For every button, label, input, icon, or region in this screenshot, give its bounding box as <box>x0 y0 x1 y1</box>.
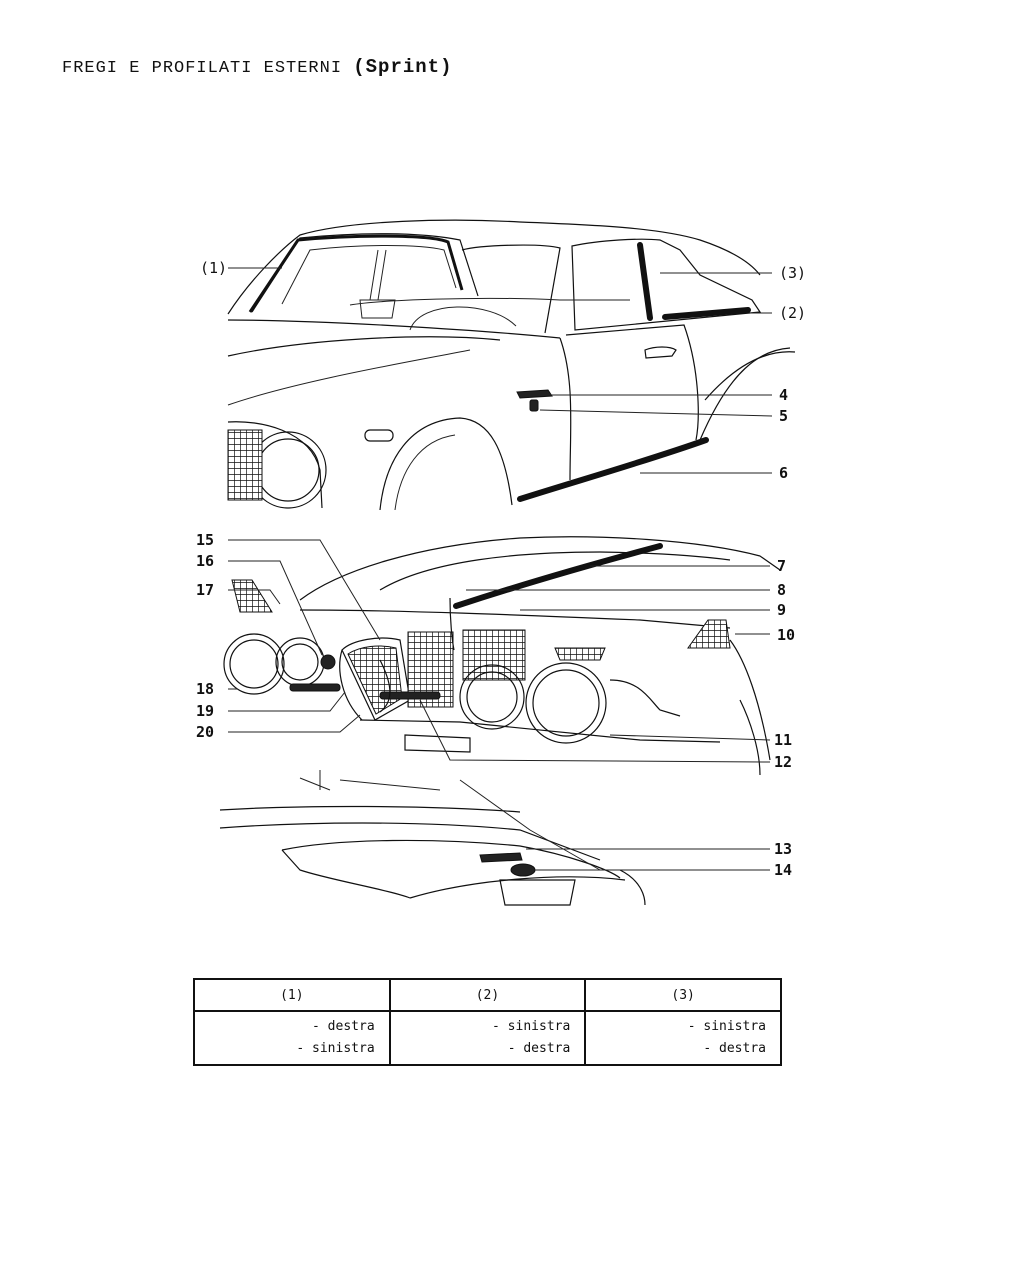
callout-5: 5 <box>779 407 789 425</box>
legend-header-1: (1) <box>194 979 390 1011</box>
callout-18: 18 <box>196 680 215 698</box>
callout-16: 16 <box>196 552 215 570</box>
rear-view <box>220 770 645 905</box>
legend-header-3: (3) <box>585 979 781 1011</box>
legend-cell-3 <box>585 1011 781 1065</box>
legend-cell-2 <box>390 1011 586 1065</box>
side-view <box>228 220 795 510</box>
legend-cell-1 <box>194 1011 390 1065</box>
callout-17: 17 <box>196 581 215 599</box>
callout-10: 10 <box>777 626 796 644</box>
callout-20: 20 <box>196 723 215 741</box>
legend-header-row <box>194 979 781 1011</box>
legend-3-left: - sinistra <box>687 1019 766 1034</box>
callout-1: (1) <box>200 259 228 277</box>
title-variant: (Sprint) <box>353 56 453 78</box>
leader-lines <box>228 268 772 870</box>
callout-7: 7 <box>777 557 787 575</box>
callout-2: (2) <box>779 304 807 322</box>
callout-14: 14 <box>774 861 793 879</box>
legend-2-right: - destra <box>507 1041 571 1056</box>
side-legend-table <box>193 978 782 1066</box>
legend-header-2: (2) <box>390 979 586 1011</box>
callout-6: 6 <box>779 464 789 482</box>
title-main: FREGI E PROFILATI ESTERNI <box>62 59 343 78</box>
callout-15: 15 <box>196 531 215 549</box>
legend-1-left: - sinistra <box>296 1041 375 1056</box>
callout-12: 12 <box>774 753 793 771</box>
callout-4: 4 <box>779 386 789 404</box>
legend-body-row <box>194 1011 781 1065</box>
legend-3-right: - destra <box>703 1041 766 1056</box>
front-view <box>224 537 780 775</box>
callout-13: 13 <box>774 840 793 858</box>
legend-2-left: - sinistra <box>492 1019 571 1034</box>
callout-8: 8 <box>777 581 787 599</box>
legend-1-right: - destra <box>312 1019 375 1034</box>
callout-11: 11 <box>774 731 793 749</box>
callout-9: 9 <box>777 601 787 619</box>
callout-19: 19 <box>196 702 215 720</box>
callout-3: (3) <box>779 264 807 282</box>
